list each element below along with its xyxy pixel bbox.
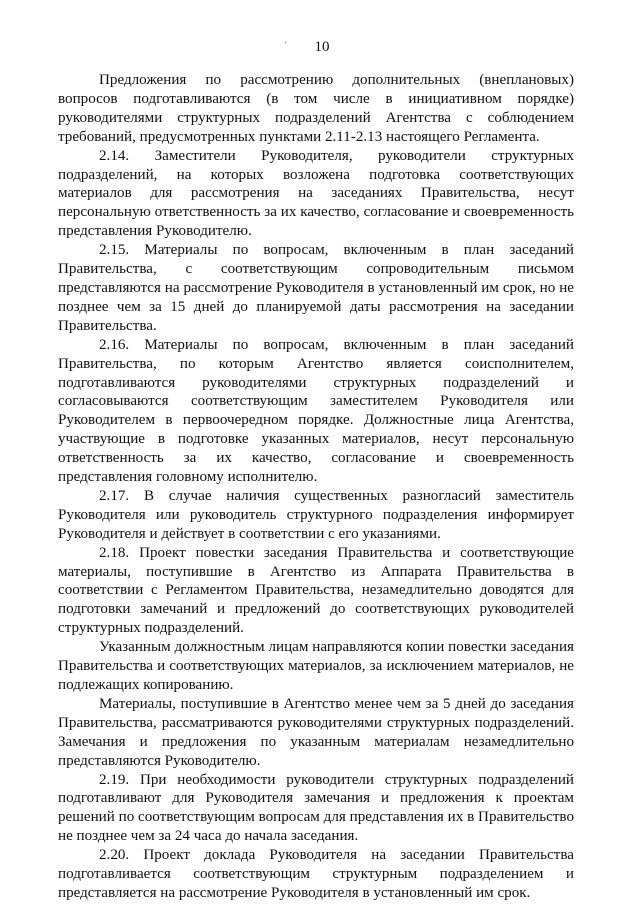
paragraph-2-14: 2.14. Заместители Руководителя, руководители структурных подразделений, на которых возложена подготовка соответствующих материалов для рассмотрения на заседаниях Правительства, несут персональную ответственность за их качество, согласование и своевременность представления Руководителю. [58, 147, 574, 240]
paragraph-2-18: 2.18. Проект повестки заседания Правительства и соответствующие материалы, поступившие в Агентство из Аппарата Правительства в соответствии с Регламентом Правительства, незамедлительно доводятся для подготовки замечаний и предложений до соответствующих руководителей структурных подразделений. [58, 544, 574, 637]
paragraph-additional-questions: Предложения по рассмотрению дополнительных (внеплановых) вопросов подготавливаются (в том числе в инициативном порядке) руководителями структурных подразделений Агентства с соблюдением требований, предусмотренных пунктами 2.11-2.13 настоящего Регламента. [58, 72, 574, 145]
paragraph-2-17: 2.17. В случае наличия существенных разногласий заместитель Руководителя или руководитель структурного подразделения информирует Руководителя и действует в соответствии с его указаниями. [58, 487, 574, 542]
paragraph-2-20: 2.20. Проект доклада Руководителя на заседании Правительства подготавливается соответствующим структурным подразделением и представляется на рассмотрение Руководителя в установленный им срок. [58, 847, 574, 901]
scan-mark: ' [285, 40, 287, 50]
paragraph-copies: Указанным должностным лицам направляются копии повестки заседания Правительства и соответствующих материалов, за исключением материалов, не подлежащих копированию. [58, 639, 574, 693]
paragraph-late-materials: Материалы, поступившие в Агентство менее чем за 5 дней до заседания Правительства, рассматриваются руководителями структурных подразделений. Замечания и предложения по указанным материалам незамедлительно представляются Руководителю. [58, 695, 574, 769]
paragraph-2-15: 2.15. Материалы по вопросам, включенным в план заседаний Правительства, с соответствующим сопроводительным письмом представляются на рассмотрение Руководителя в установленный им срок, но не позднее чем за 15 дней до планируемой даты рассмотрения на заседании Правительства. [58, 242, 574, 334]
document-body [58, 71, 574, 903]
paragraph-2-16: 2.16. Материалы по вопросам, включенным в план заседаний Правительства, по которым Агентство является соисполнителем, подготавливаются руководителями структурных подразделений и согласовываются соответствующим заместителем Руководителя или Руководителем в первоочередном порядке. Должностные лица Агентства, участвующие в подготовке указанных материалов, несут персональную ответственность за их качество, согласование и своевременность представления головному исполнителю. [58, 336, 574, 486]
page-number: 10 [314, 39, 330, 55]
paragraph-2-19: 2.19. При необходимости руководители структурных подразделений подготавливают для Руководителя замечания и предложения к проектам решений по соответствующим вопросам для представления их в Правительство не позднее чем за 24 часа до начала заседания. [58, 771, 574, 845]
